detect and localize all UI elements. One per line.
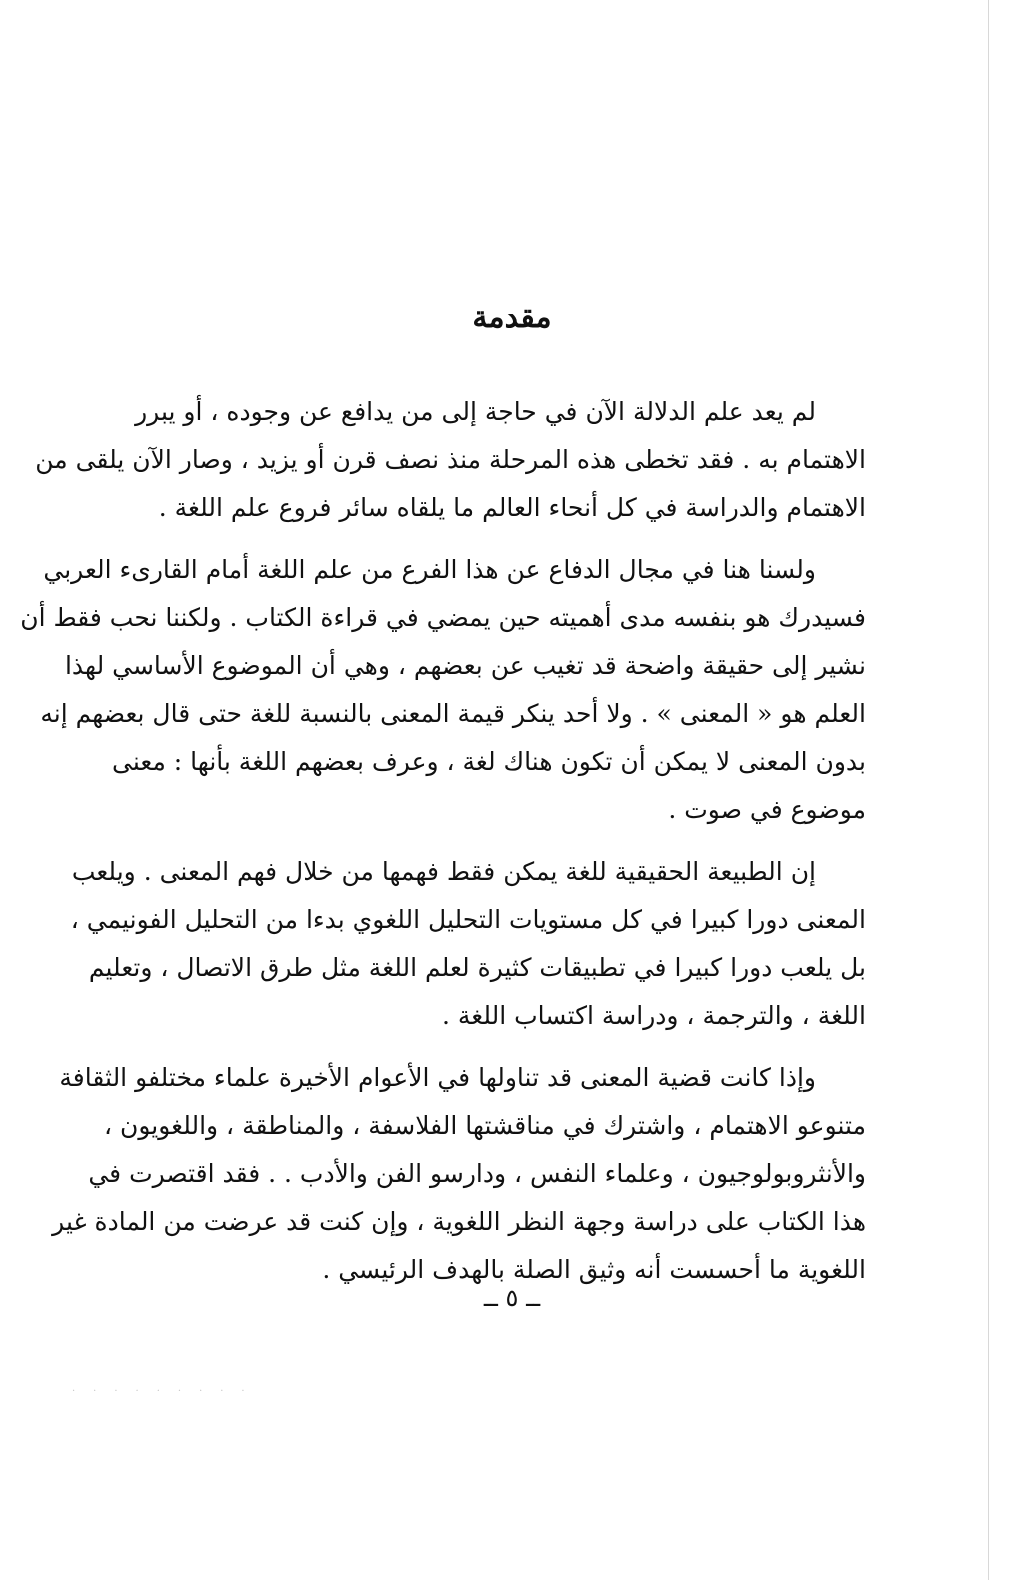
paragraph-line: متنوعو الاهتمام ، واشترك في مناقشتها الفلاسفة ، والمناطقة ، واللغويون ، bbox=[103, 1111, 866, 1140]
paragraph-line: بدون المعنى لا يمكن أن تكون هناك لغة ، وعرف بعضهم اللغة بأنها : معنى bbox=[112, 747, 866, 776]
paragraph-2 bbox=[20, 546, 866, 834]
paragraph-line: بل يلعب دورا كبيرا في تطبيقات كثيرة لعلم اللغة مثل طرق الاتصال ، وتعليم bbox=[88, 953, 866, 982]
scan-specks: ········· bbox=[72, 1386, 263, 1397]
page-heading: مقدمة bbox=[472, 300, 552, 335]
paragraph-line: موضوع في صوت . bbox=[668, 795, 866, 824]
page-edge-line bbox=[988, 0, 989, 1580]
body-text bbox=[20, 388, 866, 1308]
paragraph-line: اللغوية ما أحسست أنه وثيق الصلة بالهدف الرئيسي . bbox=[322, 1255, 866, 1284]
paragraph-line: إن الطبيعة الحقيقية للغة يمكن فقط فهمها من خلال فهم المعنى . ويلعب bbox=[71, 857, 816, 886]
paragraph-line: لم يعد علم الدلالة الآن في حاجة إلى من يدافع عن وجوده ، أو يبرر bbox=[135, 397, 816, 426]
paragraph-line: نشير إلى حقيقة واضحة قد تغيب عن بعضهم ، وهي أن الموضوع الأساسي لهذا bbox=[64, 651, 866, 680]
paragraph-line: فسيدرك هو بنفسه مدى أهميته حين يمضي في قراءة الكتاب . ولكننا نحب فقط أن bbox=[20, 603, 866, 632]
paragraph-line: الاهتمام والدراسة في كل أنحاء العالم ما يلقاه سائر فروع علم اللغة . bbox=[158, 493, 866, 522]
page-number: ــ ٥ ــ bbox=[483, 1284, 541, 1312]
paragraph-line: اللغة ، والترجمة ، ودراسة اكتساب اللغة . bbox=[441, 1001, 866, 1030]
paragraph-4 bbox=[52, 1054, 866, 1294]
paragraph-line: العلم هو « المعنى » . ولا أحد ينكر قيمة المعنى بالنسبة للغة حتى قال بعضهم إنه bbox=[40, 699, 866, 728]
paragraph-line: والأنثروبولوجيون ، وعلماء النفس ، ودارسو الفن والأدب . . فقد اقتصرت في bbox=[88, 1159, 866, 1188]
paragraph-line: وإذا كانت قضية المعنى قد تناولها في الأعوام الأخيرة علماء مختلفو الثقافة bbox=[59, 1063, 816, 1092]
paragraph-1 bbox=[35, 388, 866, 532]
paragraph-3 bbox=[70, 848, 866, 1040]
paragraph-line: الاهتمام به . فقد تخطى هذه المرحلة منذ نصف قرن أو يزيد ، وصار الآن يلقى من bbox=[35, 445, 866, 474]
paragraph-line: المعنى دورا كبيرا في كل مستويات التحليل اللغوي بدءا من التحليل الفونيمي ، bbox=[70, 905, 866, 934]
paragraph-line: هذا الكتاب على دراسة وجهة النظر اللغوية ، وإن كنت قد عرضت من المادة غير bbox=[52, 1207, 866, 1236]
paragraph-line: ولسنا هنا في مجال الدفاع عن هذا الفرع من علم اللغة أمام القارىء العربي bbox=[43, 555, 816, 584]
